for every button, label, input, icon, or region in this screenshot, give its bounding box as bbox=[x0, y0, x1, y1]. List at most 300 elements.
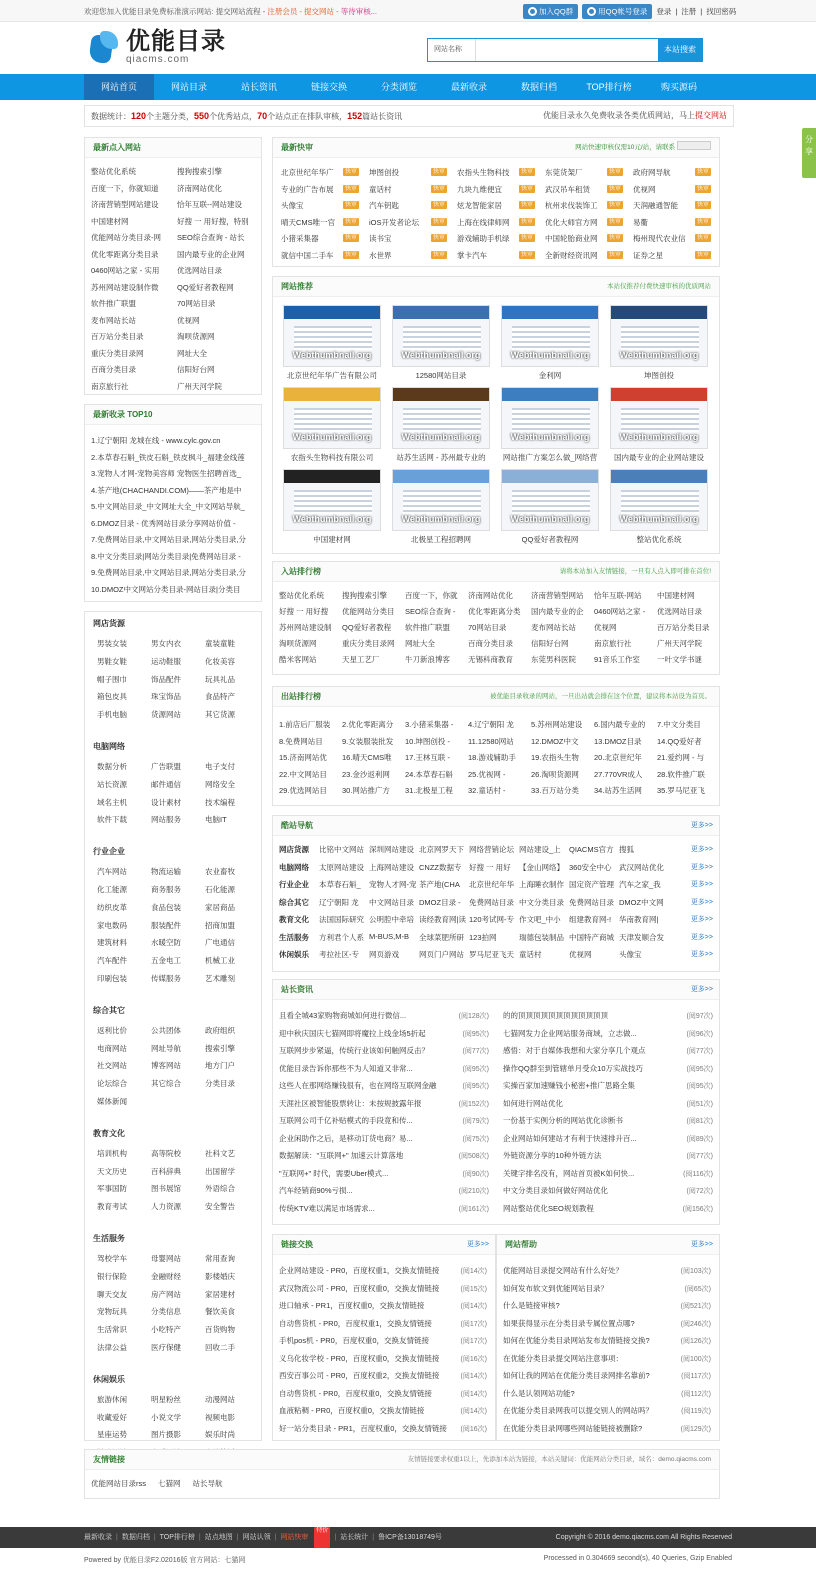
news-link[interactable]: 的的顶顶顶顶顶顶顶顶顶顶顶顶 bbox=[503, 1011, 608, 1020]
share-tab[interactable]: 分享 bbox=[802, 128, 816, 178]
fast-review-link[interactable]: 童话村 bbox=[369, 184, 392, 194]
recommend-site[interactable] bbox=[610, 469, 708, 545]
in-rank-link[interactable]: 91音乐工作室 bbox=[594, 655, 640, 664]
category-link[interactable]: 饰品配件 bbox=[151, 674, 181, 684]
cool-nav-category[interactable]: 行业企业 bbox=[279, 880, 309, 889]
site-thumbnail[interactable] bbox=[610, 387, 708, 449]
category-link[interactable]: 旅游休闲 bbox=[97, 1394, 127, 1404]
category-link[interactable]: 分类信息 bbox=[151, 1307, 181, 1317]
latest-click-link[interactable]: 苏州网站建设制作微 bbox=[91, 282, 159, 292]
in-rank-link[interactable]: 牛刀新浪博客 bbox=[405, 655, 450, 664]
recommend-site[interactable] bbox=[392, 469, 490, 545]
news-link[interactable]: "互联网+" 时代，需要Uber模式... bbox=[279, 1168, 389, 1178]
in-rank-link[interactable]: 国内最专业的企 bbox=[531, 607, 584, 616]
category-link[interactable]: 电商网站 bbox=[97, 1043, 127, 1053]
latest-click-link[interactable]: 广州天河学院 bbox=[177, 381, 222, 391]
qq-online-icon[interactable] bbox=[677, 141, 711, 150]
top10-item[interactable]: 3.宠物人才网-宠物美容师 宠物医生招聘首选_ bbox=[91, 469, 242, 478]
cool-nav-category[interactable]: 综合其它 bbox=[279, 897, 309, 907]
fast-review-item[interactable] bbox=[457, 217, 543, 228]
cool-nav-link[interactable]: 120考试网-专 bbox=[469, 915, 515, 924]
site-thumbnail[interactable] bbox=[392, 387, 490, 449]
category-link[interactable]: 网络安全 bbox=[205, 779, 235, 789]
footer-link[interactable]: 鲁ICP备13018749号 bbox=[378, 1534, 442, 1541]
stats-submit-link[interactable]: 提交网站 bbox=[695, 111, 727, 120]
category-link[interactable]: 搜索引擎 bbox=[205, 1043, 235, 1053]
in-rank-link[interactable]: 70网站目录 bbox=[468, 623, 507, 632]
out-rank-link[interactable]: 6.国内最专业的 bbox=[594, 720, 646, 729]
latest-click-link[interactable]: QQ爱好者教程网 bbox=[177, 282, 234, 292]
help-link[interactable]: 在优能分类目录网我可以提交别人的网站吗？ bbox=[503, 1406, 653, 1415]
cool-nav-link[interactable]: 【金山网络】 bbox=[519, 862, 564, 872]
category-link[interactable]: 百货购物 bbox=[205, 1325, 235, 1335]
category-link[interactable]: 小吃特产 bbox=[151, 1325, 181, 1335]
latest-click-link[interactable]: 整站优化系统 bbox=[91, 167, 136, 176]
links-link[interactable]: 血液粘稠 - PR0，百度权重0，交换友情链接 bbox=[279, 1406, 425, 1415]
site-logo[interactable] bbox=[88, 28, 226, 65]
site-thumbnail[interactable] bbox=[610, 469, 708, 531]
fast-review-link[interactable]: 农指头生物科技 bbox=[457, 168, 510, 177]
fast-review-link[interactable]: 梅州现代农业信 bbox=[633, 234, 686, 243]
category-link[interactable]: 化妆美容 bbox=[205, 656, 235, 666]
footer-link[interactable]: 站长统计 bbox=[340, 1534, 369, 1541]
out-rank-link[interactable]: 30.网站推广方 bbox=[342, 786, 390, 795]
recommend-site-name[interactable]: 中国建材网 bbox=[313, 535, 351, 544]
footer-link[interactable]: 数据归档 bbox=[121, 1534, 150, 1541]
top10-item[interactable]: 4.茶产地(CHACHANDI.COM)——茶产地是中 bbox=[91, 485, 242, 495]
category-link[interactable]: 汽车网站 bbox=[97, 867, 127, 877]
category-link[interactable]: 金融财经 bbox=[151, 1271, 181, 1281]
fast-review-item[interactable] bbox=[457, 167, 543, 178]
category-link[interactable]: 生活常识 bbox=[97, 1325, 127, 1335]
latest-click-link[interactable]: 百万站分类目录 bbox=[91, 332, 144, 341]
category-link[interactable]: 星座运势 bbox=[97, 1430, 127, 1440]
search-input[interactable] bbox=[476, 39, 658, 61]
category-link[interactable]: 百科辞典 bbox=[151, 1166, 181, 1176]
out-rank-link[interactable]: 15.济南网站优 bbox=[279, 753, 327, 762]
out-rank-link[interactable]: 26.淘呗货源网 bbox=[531, 769, 579, 779]
in-rank-link[interactable]: 网址大全 bbox=[405, 639, 435, 648]
fast-review-link[interactable]: 东莞货架厂 bbox=[545, 168, 583, 177]
cool-nav-row-more[interactable]: 更多>> bbox=[690, 846, 713, 853]
fast-review-link[interactable]: 小猪采集器 bbox=[281, 234, 319, 243]
top10-item[interactable]: 5.中文网站目录_中文网址大全_中文网站导航_ bbox=[91, 502, 245, 511]
out-rank-link[interactable]: 21.爱约网 - 与 bbox=[657, 753, 705, 762]
out-rank-link[interactable]: 8.免费网站目 bbox=[279, 736, 323, 746]
category-link[interactable]: 餐饮美食 bbox=[205, 1307, 235, 1317]
category-link[interactable]: 娱乐时尚 bbox=[205, 1430, 235, 1440]
recommend-site-name[interactable]: 金利网 bbox=[538, 371, 562, 380]
category-heading[interactable]: 教育文化 bbox=[93, 1128, 125, 1138]
category-link[interactable]: 外语综合 bbox=[205, 1184, 235, 1194]
find-password-link[interactable]: 找回密码 bbox=[706, 7, 737, 16]
category-link[interactable]: 社科文艺 bbox=[205, 1148, 235, 1158]
in-rank-link[interactable]: 麦布网站长站 bbox=[531, 623, 576, 632]
links-link[interactable]: 西安百事公司 - PR0，百度权重2，交换友情链接 bbox=[279, 1371, 440, 1380]
fast-review-item[interactable] bbox=[281, 233, 367, 244]
news-link[interactable]: 这些人在那网络赚钱很有，也在网络互联网金融 bbox=[279, 1081, 437, 1090]
in-rank-link[interactable]: 广州天河学院 bbox=[657, 639, 702, 648]
news-link[interactable]: 且看全城43家购物商城如何进行微信... bbox=[279, 1011, 407, 1020]
latest-click-link[interactable]: 南京旅行社 bbox=[91, 381, 129, 391]
help-more-link[interactable]: 更多>> bbox=[690, 1241, 713, 1248]
recommend-site[interactable] bbox=[610, 305, 708, 381]
search-type-select[interactable]: 网站名称 bbox=[428, 39, 476, 61]
news-link[interactable]: 互联网公司千亿补贴模式的手段竟和传... bbox=[279, 1116, 413, 1125]
category-link[interactable]: 箱包皮具 bbox=[97, 692, 127, 702]
cool-nav-link[interactable]: 比铭中文网站 bbox=[319, 845, 364, 854]
fast-review-link[interactable]: 全新财经资讯网 bbox=[545, 250, 598, 260]
latest-click-link[interactable]: 百商分类目录 bbox=[91, 365, 136, 374]
cool-nav-link[interactable]: 公明腔中牵培 bbox=[369, 915, 414, 924]
submit-site-link[interactable]: 提交网站 - bbox=[304, 7, 339, 16]
category-heading[interactable]: 电脑网络 bbox=[93, 742, 125, 751]
category-link[interactable]: 汽车配件 bbox=[97, 956, 127, 966]
recommend-site[interactable] bbox=[392, 305, 490, 381]
cool-nav-link[interactable]: 华南教育网| bbox=[619, 915, 659, 924]
category-link[interactable]: 商务服务 bbox=[151, 885, 181, 894]
site-thumbnail[interactable] bbox=[283, 387, 381, 449]
out-rank-link[interactable]: 33.百万站分类 bbox=[531, 786, 579, 795]
links-link[interactable]: 自动售货机 - PR0，百度权重1，交换友情链接 bbox=[279, 1318, 432, 1328]
fast-review-item[interactable] bbox=[633, 233, 719, 244]
cool-nav-link[interactable]: 免费网站目录 bbox=[569, 897, 614, 907]
cool-nav-link[interactable]: 中文分类目录 bbox=[519, 897, 564, 907]
category-link[interactable]: 人力资源 bbox=[151, 1202, 181, 1212]
recommend-site[interactable] bbox=[283, 469, 381, 545]
category-link[interactable]: 教育考试 bbox=[97, 1202, 127, 1212]
cool-nav-link[interactable]: 网络营销论坛 bbox=[469, 845, 514, 854]
in-rank-link[interactable]: 优能网站分类目 bbox=[342, 607, 395, 616]
category-link[interactable]: 房产网站 bbox=[151, 1289, 181, 1299]
cool-nav-link[interactable]: 头像宝 bbox=[619, 950, 642, 959]
category-link[interactable]: 网站服务 bbox=[151, 815, 181, 825]
out-rank-link[interactable]: 13.DMOZ目录 bbox=[594, 736, 642, 746]
latest-click-link[interactable]: 恰年互联--网站建设 bbox=[177, 200, 242, 209]
category-link[interactable]: 军事国防 bbox=[97, 1184, 127, 1194]
cool-nav-link[interactable]: 优视网 bbox=[569, 950, 592, 959]
cool-nav-link[interactable]: 北京世纪年华 bbox=[469, 880, 514, 889]
link-exchange-more-link[interactable]: 更多>> bbox=[466, 1241, 489, 1248]
latest-click-link[interactable]: 国内最专业的企业网 bbox=[177, 249, 245, 259]
cool-nav-link[interactable]: 瑞德包装制品 bbox=[519, 932, 564, 942]
category-heading[interactable]: 休闲娱乐 bbox=[93, 1374, 125, 1384]
in-rank-link[interactable]: 好搜 一 用好搜 bbox=[279, 607, 329, 616]
category-link[interactable]: 出国留学 bbox=[205, 1166, 235, 1176]
category-link[interactable]: 驾校学车 bbox=[97, 1254, 127, 1263]
in-rank-link[interactable]: 一叶文学书谜 bbox=[657, 655, 702, 664]
site-thumbnail[interactable] bbox=[501, 305, 599, 367]
recommend-site-name[interactable]: 农指头生物科技有限公司 bbox=[290, 453, 374, 462]
news-link[interactable]: 关键字排名没有，网站首页被K如何快... bbox=[503, 1168, 635, 1178]
cool-nav-row-more[interactable]: 更多>> bbox=[690, 898, 713, 906]
recommend-site[interactable] bbox=[392, 387, 490, 463]
nav-link-exchange[interactable]: 链接交换 bbox=[310, 82, 347, 92]
category-link[interactable]: 博客网站 bbox=[151, 1061, 181, 1071]
cool-nav-link[interactable]: 茶产地(CHA bbox=[419, 880, 460, 889]
in-rank-link[interactable]: 信阳好台网 bbox=[531, 639, 569, 648]
fast-review-link[interactable]: 杭州求伐装饰工 bbox=[545, 201, 598, 210]
fast-review-link[interactable]: 上海在线律师网 bbox=[457, 217, 510, 227]
category-link[interactable]: 食品包装 bbox=[151, 902, 181, 912]
out-rank-link[interactable]: 29.优选网站目 bbox=[279, 786, 327, 795]
fast-review-link[interactable]: 水世界 bbox=[369, 250, 392, 260]
category-link[interactable]: 法律公益 bbox=[97, 1343, 127, 1352]
recommend-site-name[interactable]: 整站优化系统 bbox=[636, 535, 682, 544]
fast-review-item[interactable] bbox=[545, 184, 631, 195]
recommend-site-name[interactable]: 12580网站目录 bbox=[415, 371, 467, 380]
fast-review-item[interactable] bbox=[633, 167, 719, 178]
nav-news[interactable]: 站长资讯 bbox=[240, 82, 277, 92]
category-link[interactable]: 政府组织 bbox=[205, 1025, 235, 1035]
fast-review-link[interactable]: 头像宝 bbox=[281, 201, 304, 210]
category-link[interactable]: 小说文学 bbox=[151, 1412, 181, 1422]
category-link[interactable]: 母婴网站 bbox=[151, 1254, 181, 1263]
cool-nav-link[interactable]: 本草春石斛_ bbox=[319, 880, 361, 889]
news-link[interactable]: 七猫网发力企业网站服务商域，立志做... bbox=[503, 1028, 637, 1038]
fast-review-item[interactable] bbox=[545, 233, 631, 244]
out-rank-link[interactable]: 35.罗马尼亚飞 bbox=[657, 786, 705, 795]
in-rank-link[interactable]: 0460网站之家 - bbox=[594, 607, 646, 616]
recommend-site[interactable] bbox=[501, 305, 599, 381]
category-link[interactable]: 农业畜牧 bbox=[205, 867, 235, 877]
cool-nav-link[interactable]: 作文吧_中小 bbox=[519, 915, 561, 924]
category-link[interactable]: 家居建材 bbox=[205, 1289, 235, 1299]
fast-review-item[interactable] bbox=[633, 184, 719, 195]
recommend-site[interactable] bbox=[501, 469, 599, 545]
fast-review-link[interactable]: 晴天CMS唯一官 bbox=[281, 217, 336, 227]
category-link[interactable]: 技术编程 bbox=[205, 797, 235, 807]
cool-nav-link[interactable]: QIACMS官方 bbox=[569, 845, 614, 854]
category-link[interactable]: 分类目录 bbox=[205, 1079, 235, 1089]
fast-review-item[interactable] bbox=[369, 200, 455, 211]
cool-nav-link[interactable]: 组建教育网-! bbox=[569, 915, 612, 924]
in-rank-link[interactable]: 南京旅行社 bbox=[594, 639, 632, 648]
cool-nav-link[interactable]: 天津发顺合发 bbox=[619, 932, 664, 942]
out-rank-link[interactable]: 12.DMOZ中文 bbox=[531, 736, 579, 746]
news-link[interactable]: 如何进行网站优化 bbox=[503, 1098, 563, 1108]
friend-link[interactable]: 优能网站目录rss bbox=[91, 1479, 146, 1488]
news-link[interactable]: 互联网步步紧逼，传统行业该如何触网反击？ bbox=[279, 1046, 429, 1055]
latest-click-link[interactable]: 好搜 一 用好搜，特别 bbox=[177, 216, 249, 226]
category-link[interactable]: 艺术雕刻 bbox=[205, 974, 235, 983]
site-thumbnail[interactable] bbox=[392, 305, 490, 367]
in-rank-link[interactable]: 无锡科商教育 bbox=[468, 655, 513, 664]
cool-nav-category[interactable]: 生活服务 bbox=[279, 932, 309, 942]
category-link[interactable]: 医疗保健 bbox=[151, 1343, 181, 1352]
news-link[interactable]: 天涯社区被智能股票转让：未按规披露年报 bbox=[279, 1098, 422, 1108]
recommend-site[interactable] bbox=[283, 305, 381, 381]
help-link[interactable]: 什么是链接审核? bbox=[503, 1301, 560, 1310]
in-rank-link[interactable]: 济南网站优化 bbox=[468, 591, 513, 600]
out-rank-link[interactable]: 14.QQ爱好者 bbox=[657, 736, 702, 746]
nav-directory[interactable]: 网站目录 bbox=[170, 82, 207, 92]
register-link[interactable]: 注册会员 - bbox=[267, 7, 302, 16]
category-link[interactable]: 物流运输 bbox=[151, 867, 181, 877]
category-link[interactable]: 常用查询 bbox=[205, 1254, 235, 1263]
fast-review-item[interactable] bbox=[281, 217, 367, 228]
category-link[interactable]: 童装童鞋 bbox=[205, 639, 235, 648]
news-link[interactable]: 操作QQ群至到管辖单月受众10万实战技巧 bbox=[503, 1063, 644, 1073]
news-link[interactable]: 企业网站如何建站才有利于快速排升百... bbox=[503, 1133, 637, 1143]
latest-click-link[interactable]: 70网站目录 bbox=[177, 299, 216, 308]
fast-review-item[interactable] bbox=[633, 250, 719, 261]
in-rank-link[interactable]: 百万站分类目录 bbox=[657, 623, 710, 632]
category-link[interactable]: 回收二手 bbox=[205, 1343, 235, 1352]
category-link[interactable]: 银行保险 bbox=[97, 1271, 127, 1281]
out-rank-link[interactable]: 16.晴天CMS唯 bbox=[342, 753, 392, 762]
category-link[interactable]: 广告联盟 bbox=[151, 762, 181, 771]
category-link[interactable]: 玩具礼品 bbox=[205, 674, 235, 684]
latest-click-link[interactable]: 软件推广联盟 bbox=[91, 299, 136, 308]
fast-review-item[interactable] bbox=[369, 167, 455, 178]
links-link[interactable]: 义乌化妆学校 - PR0，百度权重0，交换友情链接 bbox=[279, 1353, 440, 1363]
site-thumbnail[interactable] bbox=[501, 387, 599, 449]
help-link[interactable]: 在优能分类目录提交网站注意事项： bbox=[503, 1353, 623, 1363]
cool-nav-link[interactable]: 上海网站建设 bbox=[369, 862, 414, 872]
friend-link[interactable]: 七猫网 bbox=[158, 1479, 181, 1488]
out-rank-link[interactable]: 3.小猪采集器 - bbox=[405, 720, 454, 729]
site-thumbnail[interactable] bbox=[501, 469, 599, 531]
footer-link[interactable]: 最新收录 bbox=[84, 1534, 112, 1541]
category-link[interactable]: 货源网站 bbox=[151, 710, 181, 720]
category-link[interactable]: 其它综合 bbox=[151, 1079, 181, 1089]
fast-review-item[interactable] bbox=[369, 233, 455, 244]
category-link[interactable]: 返利比价 bbox=[97, 1025, 127, 1035]
category-link[interactable]: 印刷包装 bbox=[97, 974, 127, 983]
category-link[interactable]: 五金电工 bbox=[151, 956, 181, 966]
links-link[interactable]: 自动售货机 - PR0，百度权重0，交换友情链接 bbox=[279, 1388, 432, 1398]
site-thumbnail[interactable] bbox=[283, 305, 381, 367]
news-link[interactable]: 汽车经销商90%亏损... bbox=[279, 1186, 353, 1195]
category-link[interactable]: 天文历史 bbox=[97, 1166, 127, 1176]
fast-review-item[interactable] bbox=[369, 217, 455, 228]
cool-nav-link[interactable]: 读经教育网|读 bbox=[419, 915, 466, 924]
cool-nav-link[interactable]: 辽宁朝阳 龙 bbox=[319, 897, 359, 907]
login-link[interactable]: 登录 bbox=[656, 7, 672, 16]
qq-login-button[interactable] bbox=[582, 4, 652, 19]
out-rank-link[interactable]: 25.优视网 - bbox=[468, 769, 506, 779]
cool-nav-link[interactable]: 中文网站目录 bbox=[369, 897, 414, 907]
in-rank-link[interactable]: 中国建材网 bbox=[657, 591, 695, 600]
out-rank-link[interactable]: 2.优化零距离分 bbox=[342, 720, 394, 729]
recommend-site[interactable] bbox=[501, 387, 599, 463]
category-link[interactable]: 传媒服务 bbox=[151, 974, 181, 983]
fast-review-item[interactable] bbox=[369, 184, 455, 195]
category-heading[interactable]: 网店货源 bbox=[93, 619, 125, 628]
latest-click-link[interactable]: 优选网站目录 bbox=[177, 266, 222, 275]
fast-review-item[interactable] bbox=[633, 200, 719, 211]
fast-review-link[interactable]: 游戏辅助手机绿 bbox=[457, 234, 510, 243]
category-link[interactable]: 广电通信 bbox=[205, 938, 235, 948]
nav-archive[interactable]: 数据归档 bbox=[520, 82, 557, 92]
category-link[interactable]: 化工能源 bbox=[97, 885, 127, 894]
category-link[interactable]: 食品特产 bbox=[205, 692, 235, 702]
news-link[interactable]: 迎中秋庆国庆七猫网即将魔拉上线金场5折起 bbox=[279, 1028, 426, 1038]
top10-item[interactable]: 1.辽宁朝阳 龙城在线 - www.cylc.gov.cn bbox=[91, 436, 221, 445]
category-link[interactable]: 纺织皮革 bbox=[97, 902, 127, 912]
cool-nav-link[interactable]: CNZZ数据专 bbox=[419, 862, 462, 872]
fast-review-item[interactable] bbox=[369, 250, 455, 261]
recommend-site-name[interactable]: 站苏生活网 - 苏州最专业的 bbox=[396, 453, 486, 462]
fast-review-item[interactable] bbox=[545, 200, 631, 211]
cool-nav-link[interactable]: M-BUS,M-B bbox=[369, 931, 409, 941]
cool-nav-link[interactable]: 宠物人才网-宠 bbox=[369, 880, 417, 889]
latest-click-link[interactable]: 优化零距离分类目录 bbox=[91, 249, 159, 259]
category-link[interactable]: 手机电脑 bbox=[97, 710, 127, 720]
in-rank-link[interactable]: 东莞男科医院 bbox=[531, 655, 576, 664]
fast-review-link[interactable]: 掌卡汽车 bbox=[457, 250, 487, 260]
top10-item[interactable]: 2.本草春石斛_铁皮石斛_铁皮枫斗_福建金线莲 bbox=[91, 452, 245, 462]
cool-nav-link[interactable]: DMOZ目录 - bbox=[419, 897, 461, 907]
cool-nav-link[interactable]: 考拉社区-专 bbox=[319, 950, 359, 959]
in-rank-link[interactable]: 优选网站目录 bbox=[657, 607, 702, 616]
fast-review-item[interactable] bbox=[633, 217, 719, 228]
in-rank-link[interactable]: QQ爱好者教程 bbox=[342, 623, 392, 632]
news-link[interactable]: 感悟：对于自媒体我想和大家分享几个观点 bbox=[503, 1046, 646, 1055]
help-link[interactable]: 在优能分类目录网哪些网站能链接被删除? bbox=[503, 1423, 643, 1433]
category-link[interactable]: 域名主机 bbox=[97, 797, 127, 807]
fast-review-link[interactable]: 天润融通智能 bbox=[633, 201, 678, 210]
top10-item[interactable]: 7.免费网站目录,中文网站目录,网站分类目录,分 bbox=[91, 535, 247, 544]
news-link[interactable]: 实操百家加速赚钱小秘密+推广思路全集 bbox=[503, 1081, 635, 1090]
top10-item[interactable]: 8.中文分类目录|网站分类目录|免费网站目录 - bbox=[91, 551, 241, 561]
latest-click-link[interactable]: 网址大全 bbox=[177, 348, 207, 358]
cool-nav-row-more[interactable]: 更多>> bbox=[690, 863, 713, 871]
category-link[interactable]: 帽子围巾 bbox=[97, 674, 127, 684]
cool-nav-link[interactable]: 360安全中心 bbox=[569, 862, 612, 872]
category-link[interactable]: 论坛综合 bbox=[97, 1079, 127, 1089]
fast-review-link[interactable]: 优化大师官方网 bbox=[545, 217, 598, 227]
cool-nav-link[interactable]: 上海睡衣制作 bbox=[519, 880, 564, 889]
latest-click-link[interactable]: 信阳好台网 bbox=[177, 365, 215, 374]
footer-link[interactable]: 网站认领 bbox=[242, 1534, 271, 1541]
nav-category[interactable]: 分类浏览 bbox=[380, 82, 417, 92]
cool-nav-link[interactable]: 网页游戏 bbox=[369, 950, 399, 959]
fast-review-item[interactable] bbox=[545, 250, 631, 261]
in-rank-link[interactable]: SEO综合查询 - bbox=[405, 607, 456, 616]
category-link[interactable]: 家电数码 bbox=[97, 920, 127, 930]
help-link[interactable]: 如何在优能分类目录网站发布友情链接交换? bbox=[503, 1336, 650, 1345]
latest-click-link[interactable]: 0460网站之家 - 实用 bbox=[91, 266, 160, 275]
category-link[interactable]: 网址导航 bbox=[151, 1043, 181, 1053]
in-rank-link[interactable]: 优化零距离分类 bbox=[468, 607, 521, 616]
cool-nav-link[interactable]: 免费网站目录 bbox=[469, 897, 514, 907]
out-rank-link[interactable]: 20.北京世纪年 bbox=[594, 753, 642, 762]
fast-review-link[interactable]: 专业的广告布展 bbox=[281, 184, 334, 194]
fast-review-link[interactable]: 中国轮胎商业网 bbox=[545, 234, 598, 243]
site-thumbnail[interactable] bbox=[283, 469, 381, 531]
cool-nav-link[interactable]: 深圳网站建设 bbox=[369, 845, 414, 854]
fast-review-item[interactable] bbox=[281, 250, 367, 261]
wait-review-link[interactable]: 等待审核... bbox=[340, 7, 377, 16]
nav-buy-source[interactable]: 购买源码 bbox=[660, 82, 697, 92]
cool-nav-link[interactable]: 法国国际研究 bbox=[319, 915, 364, 924]
in-rank-link[interactable]: 重庆分类目录网 bbox=[342, 639, 395, 648]
news-link[interactable]: 中文分类目录如何做好网站优化 bbox=[503, 1186, 608, 1195]
fast-review-link[interactable]: 武汉吊车租赁 bbox=[545, 184, 590, 194]
top10-item[interactable]: 10.DMOZ中文网站分类目录-网站目录|分类目 bbox=[91, 584, 241, 594]
latest-click-link[interactable]: 百度一下，你就知道 bbox=[91, 183, 159, 193]
cool-nav-link[interactable]: 好搜 一 用好 bbox=[469, 862, 511, 872]
in-rank-link[interactable]: 恰年互联-网站 bbox=[594, 591, 642, 600]
fast-review-item[interactable] bbox=[281, 167, 367, 178]
fast-review-item[interactable] bbox=[457, 250, 543, 261]
category-link[interactable]: 图书展馆 bbox=[151, 1184, 181, 1194]
category-link[interactable]: 聊天交友 bbox=[97, 1289, 127, 1299]
in-rank-link[interactable]: 苏州网站建设制 bbox=[279, 623, 332, 632]
fast-review-link[interactable]: 优视网 bbox=[633, 184, 656, 194]
